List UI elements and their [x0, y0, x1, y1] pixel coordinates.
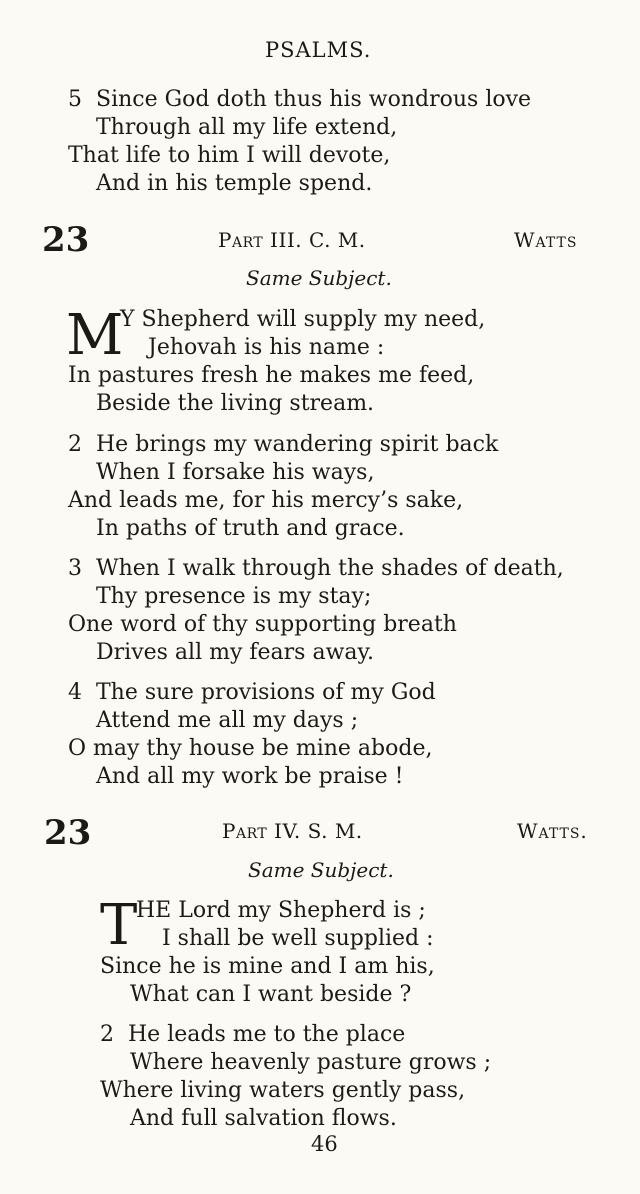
- hymn-part-meter: Part III. C. M.: [218, 228, 366, 252]
- stanza-number: 5: [68, 87, 82, 112]
- verse-line: Y Shepherd will supply my need,: [120, 307, 486, 332]
- verse-line: HE Lord my Shepherd is ;: [136, 898, 426, 923]
- running-header: PSALMS.: [265, 38, 372, 62]
- drop-cap: T: [100, 893, 138, 958]
- verse-line: One word of thy supporting breath: [68, 612, 457, 637]
- drop-cap: M: [66, 303, 124, 368]
- verse-line: What can I want beside ?: [130, 982, 412, 1007]
- verse-line: And leads me, for his mercy’s sake,: [68, 488, 464, 513]
- verse-line: Attend me all my days ;: [96, 708, 359, 733]
- hymn-subject: Same Subject.: [248, 858, 394, 882]
- verse-line: That life to him I will devote,: [68, 143, 391, 168]
- hymn-author: Watts.: [517, 819, 588, 843]
- hymn-author: Watts: [514, 228, 578, 252]
- verse-line: Jehovah is his name :: [148, 335, 385, 360]
- page-number: 46: [311, 1132, 338, 1156]
- verse-line: Through all my life extend,: [96, 115, 398, 140]
- verse-line: Beside the living stream.: [96, 391, 375, 416]
- verse-line: He brings my wandering spirit back: [96, 432, 499, 457]
- stanza-number: 2: [68, 432, 82, 457]
- verse-line: O may thy house be mine abode,: [68, 736, 433, 761]
- verse-line: He leads me to the place: [128, 1022, 406, 1047]
- stanza-number: 2: [100, 1022, 114, 1047]
- verse-line: Since he is mine and I am his,: [100, 954, 435, 979]
- hymn-number: 23: [42, 220, 90, 260]
- verse-line: Where living waters gently pass,: [100, 1078, 466, 1103]
- verse-line: Drives all my fears away.: [96, 640, 375, 665]
- stanza-number: 4: [68, 680, 82, 705]
- verse-line: When I walk through the shades of death,: [96, 556, 564, 581]
- verse-line: When I forsake his ways,: [96, 460, 375, 485]
- hymn-subject: Same Subject.: [246, 266, 392, 290]
- stanza-number: 3: [68, 556, 82, 581]
- verse-line: And in his temple spend.: [96, 171, 373, 196]
- verse-line: The sure provisions of my God: [96, 680, 436, 705]
- verse-line: Where heavenly pasture grows ;: [130, 1050, 492, 1075]
- verse-line: I shall be well supplied :: [162, 926, 434, 951]
- verse-line: Since God doth thus his wondrous love: [96, 87, 532, 112]
- verse-line: Thy presence is my stay;: [96, 584, 372, 609]
- verse-line: And all my work be praise !: [96, 764, 404, 789]
- verse-line: In pastures fresh he makes me feed,: [68, 363, 475, 388]
- hymn-number: 23: [44, 813, 92, 853]
- hymn-part-meter: Part IV. S. M.: [222, 819, 363, 843]
- verse-line: In paths of truth and grace.: [96, 516, 405, 541]
- verse-line: And full salvation flows.: [130, 1106, 397, 1131]
